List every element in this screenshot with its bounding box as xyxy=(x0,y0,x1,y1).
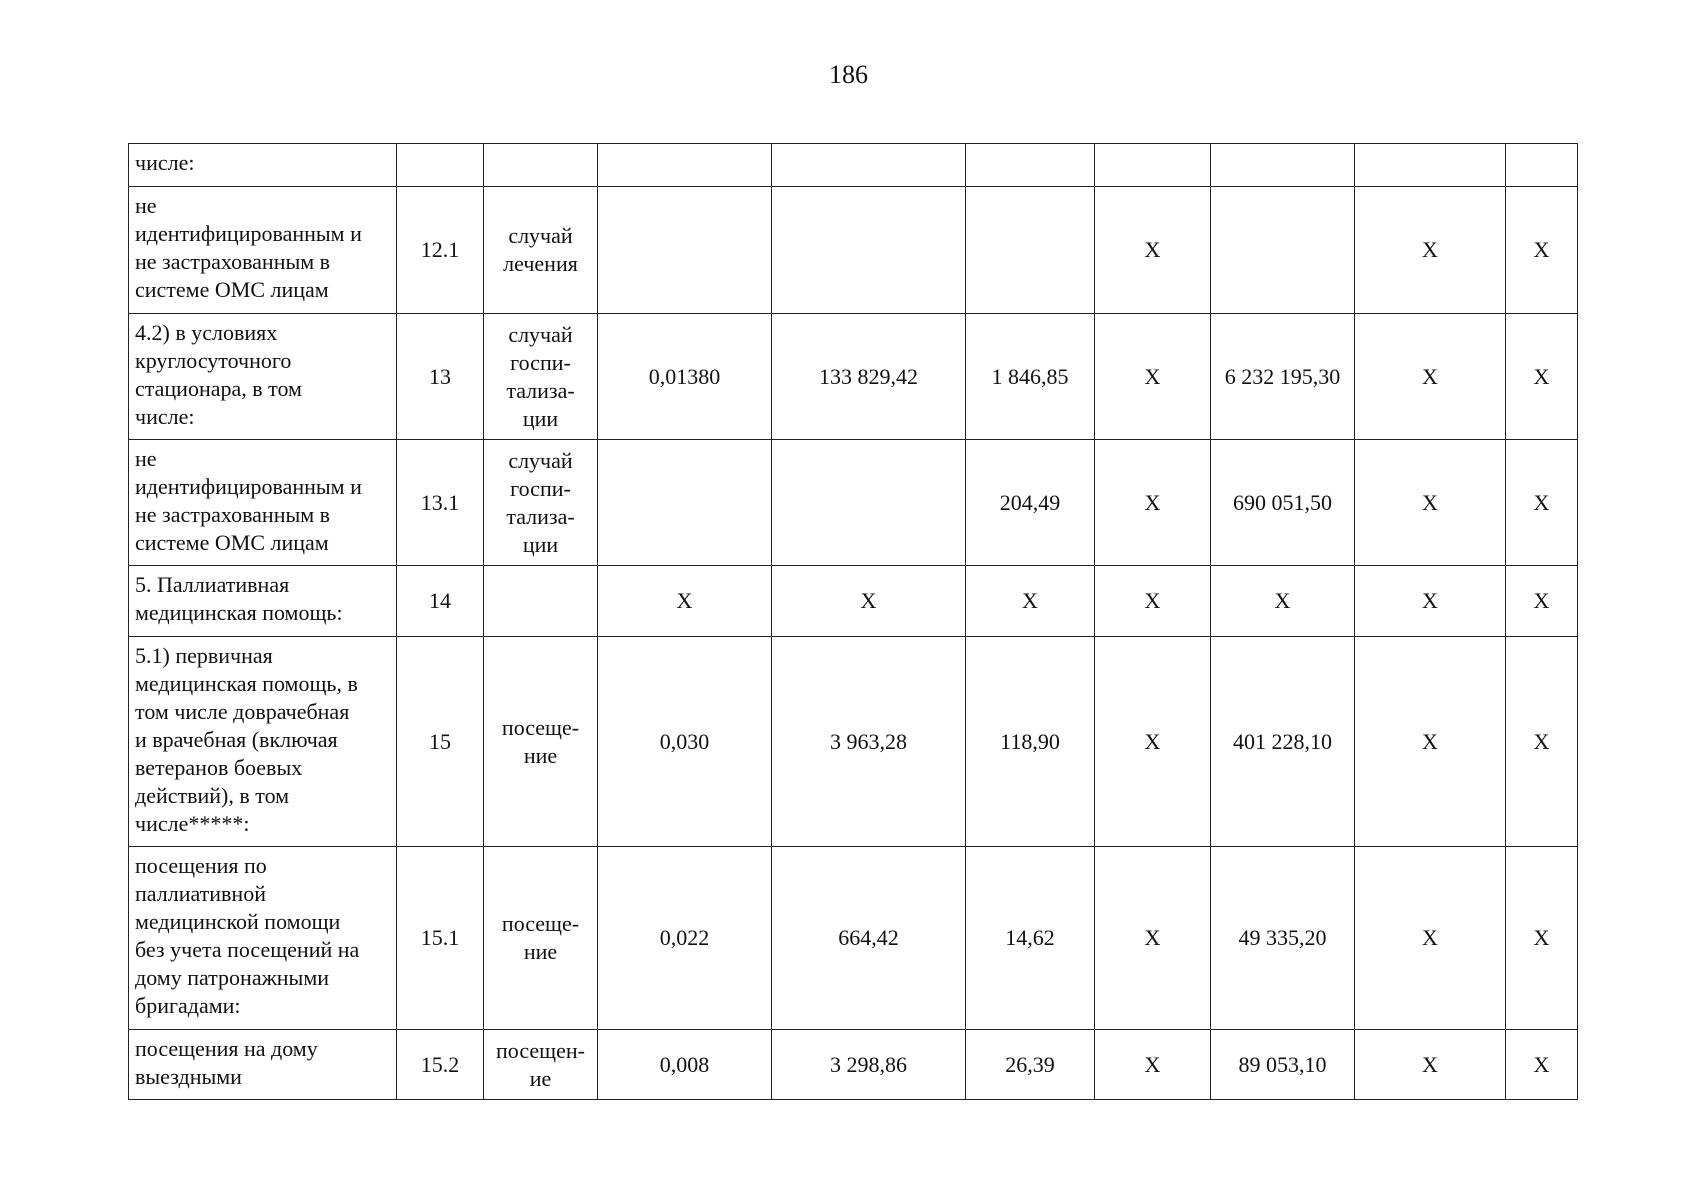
cell-c10 xyxy=(1506,144,1578,187)
cell-c4: 0,022 xyxy=(598,847,772,1030)
row-unit: посеще- ние xyxy=(484,637,598,847)
data-table xyxy=(128,143,1578,1100)
row-unit: случай госпи- тализа- ции xyxy=(484,440,598,566)
row-code: 14 xyxy=(397,566,484,637)
row-label: не идентифицированным и не застрахованным в системе ОМС лицам xyxy=(129,187,397,314)
row-label: 5. Паллиативная медицинская помощь: xyxy=(129,566,397,637)
cell-c4 xyxy=(598,187,772,314)
cell-c10: Х xyxy=(1506,566,1578,637)
cell-c4: 0,01380 xyxy=(598,314,772,440)
table-row xyxy=(129,187,1578,314)
cell-c4: 0,008 xyxy=(598,1030,772,1100)
cell-c9: Х xyxy=(1355,637,1506,847)
row-label: посещения на дому выездными xyxy=(129,1030,397,1100)
cell-c9 xyxy=(1355,144,1506,187)
row-label: посещения по паллиативной медицинской помощи без учета посещений на дому патронажными бригадами: xyxy=(129,847,397,1030)
cell-c4 xyxy=(598,440,772,566)
row-label: числе: xyxy=(129,144,397,187)
table-row xyxy=(129,314,1578,440)
row-code: 13 xyxy=(397,314,484,440)
cell-c7 xyxy=(1095,144,1211,187)
cell-c8: Х xyxy=(1211,566,1355,637)
cell-c9: Х xyxy=(1355,1030,1506,1100)
cell-c9: Х xyxy=(1355,566,1506,637)
page-number: 186 xyxy=(829,60,868,89)
cell-c7: Х xyxy=(1095,440,1211,566)
cell-c10: Х xyxy=(1506,637,1578,847)
cell-c9: Х xyxy=(1355,440,1506,566)
cell-c5 xyxy=(772,440,966,566)
row-code: 15 xyxy=(397,637,484,847)
cell-c6: Х xyxy=(966,566,1095,637)
table-row xyxy=(129,566,1578,637)
row-code: 12.1 xyxy=(397,187,484,314)
row-unit: посеще- ние xyxy=(484,847,598,1030)
cell-c9: Х xyxy=(1355,847,1506,1030)
row-label: 4.2) в условиях круглосуточного стационара, в том числе: xyxy=(129,314,397,440)
cell-c7: Х xyxy=(1095,637,1211,847)
cell-c5: Х xyxy=(772,566,966,637)
table-row xyxy=(129,847,1578,1030)
cell-c5: 3 298,86 xyxy=(772,1030,966,1100)
cell-c5: 133 829,42 xyxy=(772,314,966,440)
cell-c6 xyxy=(966,144,1095,187)
cell-c8: 89 053,10 xyxy=(1211,1030,1355,1100)
row-code: 13.1 xyxy=(397,440,484,566)
cell-c8: 49 335,20 xyxy=(1211,847,1355,1030)
cell-c6: 118,90 xyxy=(966,637,1095,847)
cell-c8: 6 232 195,30 xyxy=(1211,314,1355,440)
cell-c6: 14,62 xyxy=(966,847,1095,1030)
table-row xyxy=(129,637,1578,847)
row-unit: случай лечения xyxy=(484,187,598,314)
row-label: 5.1) первичная медицинская помощь, в том числе доврачебная и врачебная (включая ветеранов боевых действий), в том числе*****: xyxy=(129,637,397,847)
row-unit xyxy=(484,144,598,187)
cell-c6: 204,49 xyxy=(966,440,1095,566)
row-unit: случай госпи- тализа- ции xyxy=(484,314,598,440)
cell-c4 xyxy=(598,144,772,187)
table-row xyxy=(129,144,1578,187)
table-row xyxy=(129,1030,1578,1100)
cell-c7: Х xyxy=(1095,1030,1211,1100)
cell-c7: Х xyxy=(1095,187,1211,314)
cell-c10: Х xyxy=(1506,847,1578,1030)
cell-c8: 690 051,50 xyxy=(1211,440,1355,566)
row-code: 15.2 xyxy=(397,1030,484,1100)
cell-c10: Х xyxy=(1506,187,1578,314)
cell-c8: 401 228,10 xyxy=(1211,637,1355,847)
cell-c4: Х xyxy=(598,566,772,637)
row-label: не идентифицированным и не застрахованным в системе ОМС лицам xyxy=(129,440,397,566)
row-unit: посещен- ие xyxy=(484,1030,598,1100)
cell-c5: 3 963,28 xyxy=(772,637,966,847)
row-code: 15.1 xyxy=(397,847,484,1030)
cell-c6: 26,39 xyxy=(966,1030,1095,1100)
row-code xyxy=(397,144,484,187)
cell-c7: Х xyxy=(1095,847,1211,1030)
cell-c9: Х xyxy=(1355,187,1506,314)
cell-c7: Х xyxy=(1095,566,1211,637)
cell-c5 xyxy=(772,144,966,187)
cell-c10: Х xyxy=(1506,314,1578,440)
cell-c6: 1 846,85 xyxy=(966,314,1095,440)
cell-c10: Х xyxy=(1506,1030,1578,1100)
cell-c9: Х xyxy=(1355,314,1506,440)
cell-c4: 0,030 xyxy=(598,637,772,847)
row-unit xyxy=(484,566,598,637)
cell-c7: Х xyxy=(1095,314,1211,440)
cell-c6 xyxy=(966,187,1095,314)
cell-c8 xyxy=(1211,144,1355,187)
cell-c10: Х xyxy=(1506,440,1578,566)
table-row xyxy=(129,440,1578,566)
cell-c8 xyxy=(1211,187,1355,314)
cell-c5 xyxy=(772,187,966,314)
cell-c5: 664,42 xyxy=(772,847,966,1030)
